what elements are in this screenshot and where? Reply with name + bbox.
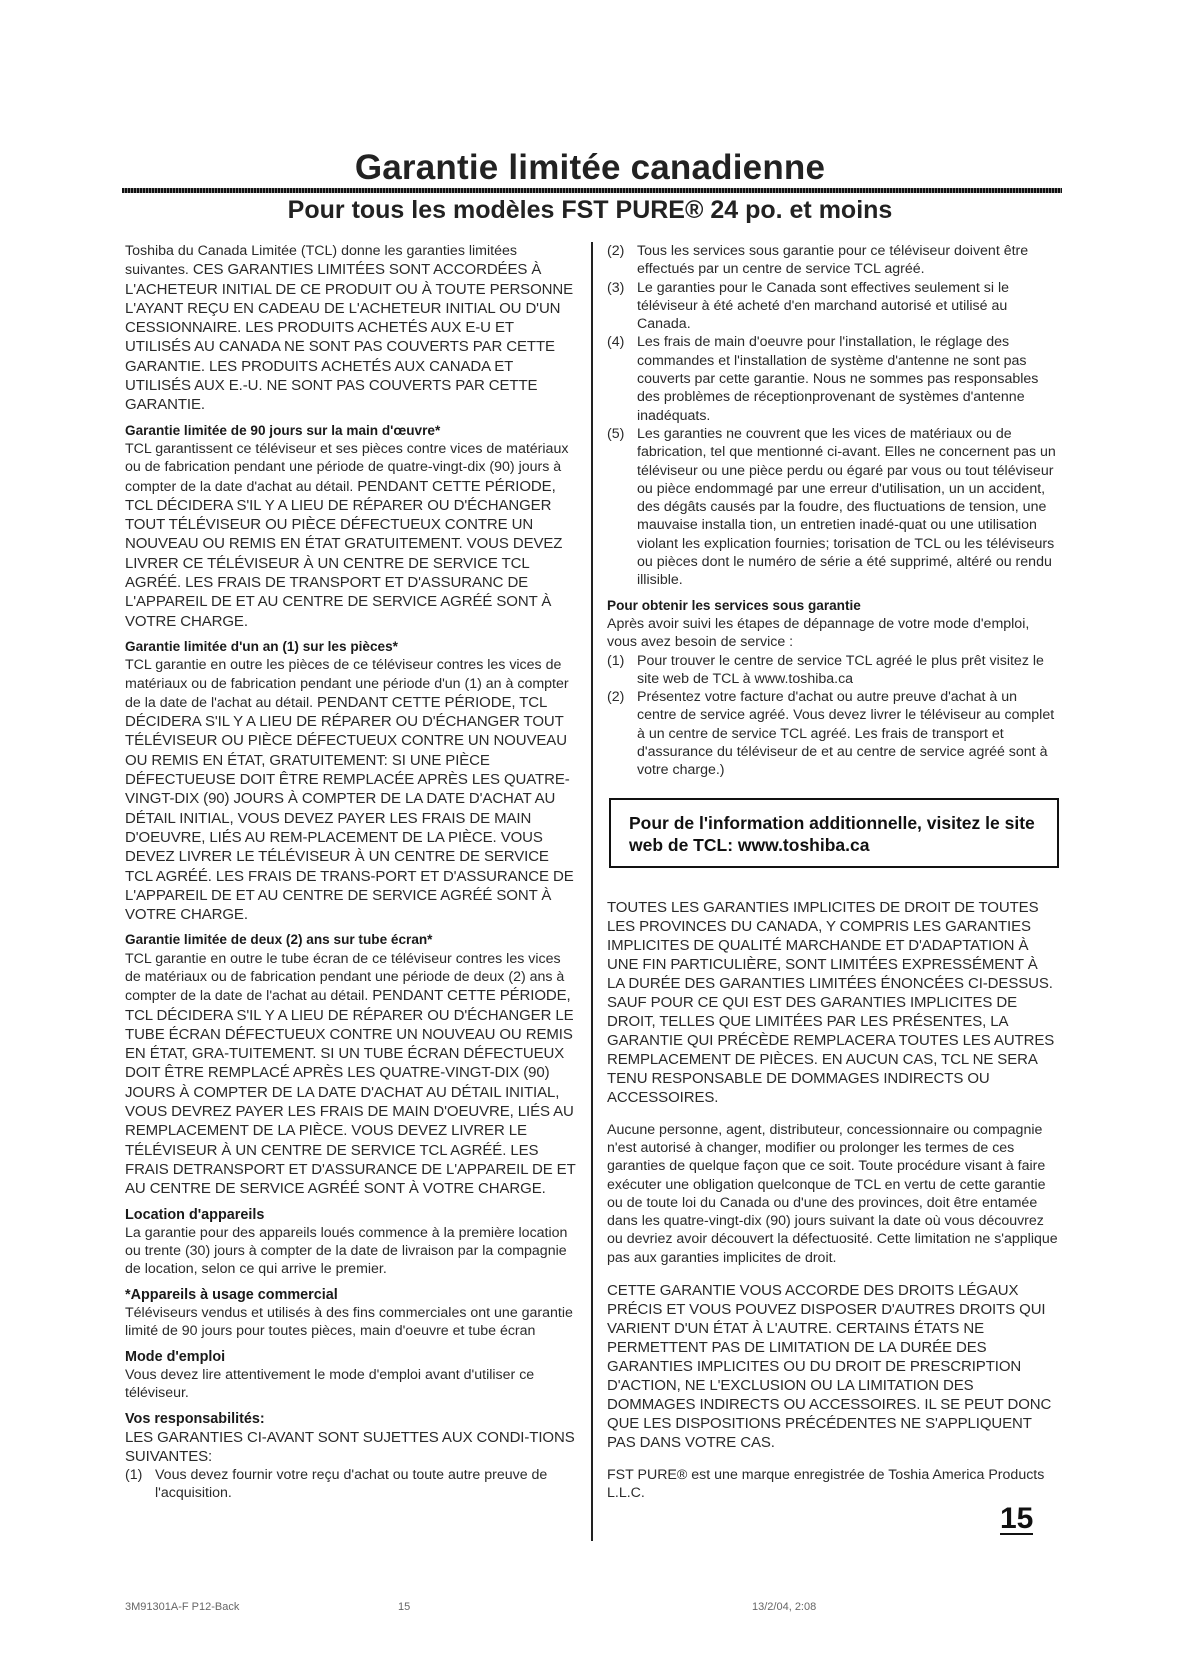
title-rule [122, 188, 1062, 193]
section-heading-manual: Mode d'emploi [125, 1348, 226, 1365]
footer-code: 3M91301A-F P12-Back [125, 1601, 240, 1613]
page-subtitle: Pour tous les modèles FST PURE® 24 po. et moins [287, 196, 893, 224]
trademark-note: FST PURE® est une marque enregistrée de Toshia America Products L.L.C. [607, 1466, 1045, 1502]
responsibilities-list [125, 1466, 577, 1503]
column-divider [591, 242, 593, 1541]
list-item: (3) Le garanties pour le Canada sont effectives seulement si le téléviseur à été acheté d'en marchand autorisé et utilisé au Canada. [607, 279, 1009, 333]
footer-page: 15 [398, 1601, 411, 1613]
manual-text: Vous devez lire attentivement le mode d'emploi avant d'utiliser ce téléviseur. [125, 1366, 535, 1402]
section-heading-rental: Location d'appareils [125, 1206, 265, 1223]
modification-text: Aucune personne, agent, distributeur, concessionnaire ou compagnie n'est autorisé à changer, modifier ou prolonger les termes de ces garanties de quelque façon que ce soit. Toute procédure visant à faire exécuter une obligation quelconque de TCL en vertu de cette garantie ou de toute loi du Canada ou d'une des provinces, doit être entamée dans les quatre-vingt-dix (90) jours suivant la date où vous découvrez ou devriez avoir découvert la défectuosité. Cette limitation ne s'applique pas aux garanties implicites de droit. [607, 1121, 1058, 1266]
section-heading-parts-warranty: Garantie limitée d'un an (1) sur les pièces* [125, 638, 398, 654]
responsibilities-intro: LES GARANTIES CI-AVANT SONT SUJETTES AUX CONDI-TIONS SUIVANTES: [125, 1428, 575, 1465]
list-item: (2) Présentez votre facture d'achat ou autre preuve d'achat à un centre de service agréé. Vous devez livrer le téléviseur au complet à un centre de service TCL agréé. Les frais de transport et d'assurance du téléviseur de et au centre de service agréé sont à votre charge.) [607, 689, 1055, 779]
service-list [607, 652, 1059, 780]
footer-date: 13/2/04, 2:08 [752, 1601, 817, 1613]
section-heading-tube-warranty: Garantie limitée de deux (2) ans sur tube écran* [125, 932, 433, 948]
parts-warranty-text: TCL garantie en outre les pièces de ce téléviseur contres les vices de matériaux ou de fabrication pendant une période d'un (1) an à compter de la date de l'achat au détail. PENDANT CETTE PÉRIODE, TCL DÉCIDERA S'IL Y A LIEU DE RÉPARER OU D'ÉCHANGER TOUT TÉLÉVISEUR OU PIÈCE DÉFECTUEUX CONTRE UN NOUVEAU OU REMIS EN ÉTAT, GRATUITEMENT: SI UNE PIÈCE DÉFECTUEUSE DOIT ÊTRE REMPLACÉE APRÈS LES QUATRE-VINGT-DIX (90) JOURS À COMPTER DE LA DATE D'ACHAT AU DÉTAIL INITIAL, VOUS DEVEZ PAYER LES FRAIS DE MAIN D'OEUVRE, LIÉS AU REM-PLACEMENT DE LA PIÈCE. VOUS DEVEZ LIVRER LE TÉLÉVISEUR À UN CENTRE DE SERVICE TCL AGRÉÉ. LES FRAIS DE TRANS-PORT ET D'ASSURANCE DE L'APPAREIL DE ET AU CENTRE DE SERVICE AGRÉÉ SONT À VOTRE CHARGE. [125, 657, 574, 924]
page-number: 15 [1000, 1502, 1034, 1535]
left-column [125, 242, 577, 1502]
list-item: (2) Tous les services sous garantie pour ce téléviseur doivent être effectués par un centre de service TCL agréé. [607, 243, 1029, 278]
section-heading-commercial: *Appareils à usage commercial [125, 1286, 338, 1303]
right-column [607, 242, 1059, 1503]
page-title: Garantie limitée canadienne [354, 148, 826, 187]
info-box: Pour de l'information additionnelle, visitez le site web de TCL: www.toshiba.ca [609, 798, 1059, 868]
commercial-text: Téléviseurs vendus et utilisés à des fins commerciales ont une garantie limité de 90 jours pour toutes pièces, main d'oeuvre et tube écran [125, 1305, 573, 1340]
section-heading-labor-warranty: Garantie limitée de 90 jours sur la main d'œuvre* [125, 422, 441, 438]
conditions-list [607, 242, 1059, 590]
list-item: (1) Vous devez fournir votre reçu d'achat ou toute autre preuve de l'acquisition. [125, 1466, 548, 1502]
service-text: Après avoir suivi les étapes de dépannage de votre mode d'emploi, vous avez besoin de service : [607, 615, 1030, 651]
legal-rights-text: CETTE GARANTIE VOUS ACCORDE DES DROITS LÉGAUX PRÉCIS ET VOUS POUVEZ DISPOSER D'AUTRES DROITS QUI VARIENT D'UN ÉTAT À L'AUTRE. CERTAINS ÉTATS NE PERMETTENT PAS DE LIMITATION DE LA DURÉE DES GARANTIES IMPLICITES OU DU DROIT DE PRESCRIPTION D'ACTION, NE L'EXCLUSION OU LA LIMITATION DES DOMMAGES INDIRECTS OU ACCESSOIRES. IL SE PEUT DONC QUE LES DISPOSITIONS PRÉCÉDENTES NE S'APPLIQUENT PAS DANS VOTRE CAS. [607, 1281, 1052, 1451]
tube-warranty-text: TCL garantie en outre le tube écran de ce téléviseur contres les vices de matériaux ou de fabrication pendant une période de deux (2) ans à compter de la date de l'achat au détail. PENDANT CETTE PÉRIODE, TCL DÉCIDERA S'IL Y A LIEU DE RÉPARER OU D'ÉCHANGER LE TUBE ÉCRAN DÉFECTUEUX CONTRE UN NOUVEAU OU REMIS EN ÉTAT, GRA-TUITEMENT. SI UN TUBE ÉCRAN DÉFECTUEUX DOIT ÊTRE REMPLACÉ APRÈS LES QUATRE-VINGT-DIX (90) JOURS À COMPTER DE LA DATE D'ACHAT AU DÉTAIL INITIAL, VOUS DEVREZ PAYER LES FRAIS DE MAIN D'OEUVRE, LIÉS AU REMPLACEMENT DE LA PIÈCE. VOUS DEVEZ LIVRER LE TÉLÉVISEUR À UN CENTRE DE SERVICE TCL AGRÉÉ. LES FRAIS DETRANSPORT ET D'ASSURANCE DE L'APPAREIL DE ET AU CENTRE DE SERVICE AGRÉÉ SONT À VOTRE CHARGE. [125, 950, 576, 1198]
labor-warranty-text: TCL garantissent ce téléviseur et ses pièces contre vices de matériaux ou de fabrication pendant une période de quatre-vingt-dix (90) jours à compter de la date d'achat au détail. PENDANT CETTE PÉRIODE, TCL DÉCIDERA S'IL Y A LIEU DE RÉPARER OU D'ÉCHANGER TOUT TÉLÉVISEUR OU PIÈCE DÉFECTUEUX CONTRE UN NOUVEAU OU REMIS EN ÉTAT GRATUITEMENT. VOUS DEVEZ LIVRER CE TÉLÉVISEUR À UN CENTRE DE SERVICE TCL AGRÉÉ. LES FRAIS DE TRANSPORT ET D'ASSURANC DE L'APPAREIL DE ET AU CENTRE DE SERVICE AGRÉÉ SONT À VOTRE CHARGE. [125, 440, 569, 630]
list-item: (5) Les garanties ne couvrent que les vices de matériaux ou de fabrication, tel que mentionné ci-avant. Elles ne concernent pas un téléviseur ou une pièce perdu ou égaré par vous ou tout téléviseur ou pièce endommagé par une erreur d'utilisation, un un accident, des dégâts causés par la foudre, des fluctuations de tension, une mauvaise installa tion, un entretien inadé-quat ou une utilisation violant les explication fournies; torisation de TCL ou les téléviseurs ou pièces dont le numéro de série a été supprimé, altéré ou rendu illisible. [607, 425, 1056, 589]
list-item: (4) Les frais de main d'oeuvre pour l'installation, le réglage des commandes et l'installation de système d'antenne ne sont pas couverts par cette garantie. Nous ne sommes pas responsables des problèmes de réceptionprovenant de systèmes d'antenne inadéquats. [607, 334, 1039, 424]
section-heading-responsibilities: Vos responsabilités: [125, 1410, 265, 1427]
intro-text: Toshiba du Canada Limitée (TCL) donne les garanties limitées suivantes. CES GARANTIES LIMITÉES SONT ACCORDÉES À L'ACHETEUR INITIAL DE CE PRODUIT OU À TOUTE PERSONNE L'AYANT REÇU EN CADEAU DE L'ACHETEUR INITIAL OU D'UN CESSIONNAIRE. LES PRODUITS ACHETÉS AUX E-U ET UTILISÉS AU CANADA NE SONT PAS COUVERTS PAR CETTE GARANTIE. LES PRODUITS ACHETÉS AUX CANADA ET UTILISÉS AUX E.-U. NE SONT PAS COUVERTS PAR CETTE GARANTIE. [125, 243, 574, 414]
list-item: (1) Pour trouver le centre de service TCL agréé le plus prêt visitez le site web de TCL à www.toshiba.ca [607, 652, 1044, 687]
rental-text: La garantie pour des appareils loués commence à la première location ou trente (30) jours à compter de la date de livraison par la compagnie de location, selon ce qui arrive le premier. [125, 1224, 568, 1278]
implied-warranties-text: TOUTES LES GARANTIES IMPLICITES DE DROIT DE TOUTES LES PROVINCES DU CANADA, Y COMPRIS LES GARANTIES IMPLICITES DE QUALITÉ MARCHANDE ET D'ADAPTATION À UNE FIN PARTICULIÈRE, SONT LIMITÉES EXPRESSÉMENT À LA DURÉE DES GARANTIES LIMITÉES ÉNONCÉES CI-DESSUS. SAUF POUR CE QUI EST DES GARANTIES IMPLICITES DE DROIT, TELLES QUE LIMITÉES PAR LES PRÉSENTES, LA GARANTIE QUI PRÉCÈDE REMPLACERA TOUTES LES AUTRES REMPLACEMENT DE PIÈCES. EN AUCUN CAS, TCL NE SERA TENU RESPONSABLE DE DOMMAGES INDIRECTS OU ACCESSOIRES. [607, 898, 1055, 1106]
section-heading-service: Pour obtenir les services sous garantie [607, 597, 861, 613]
